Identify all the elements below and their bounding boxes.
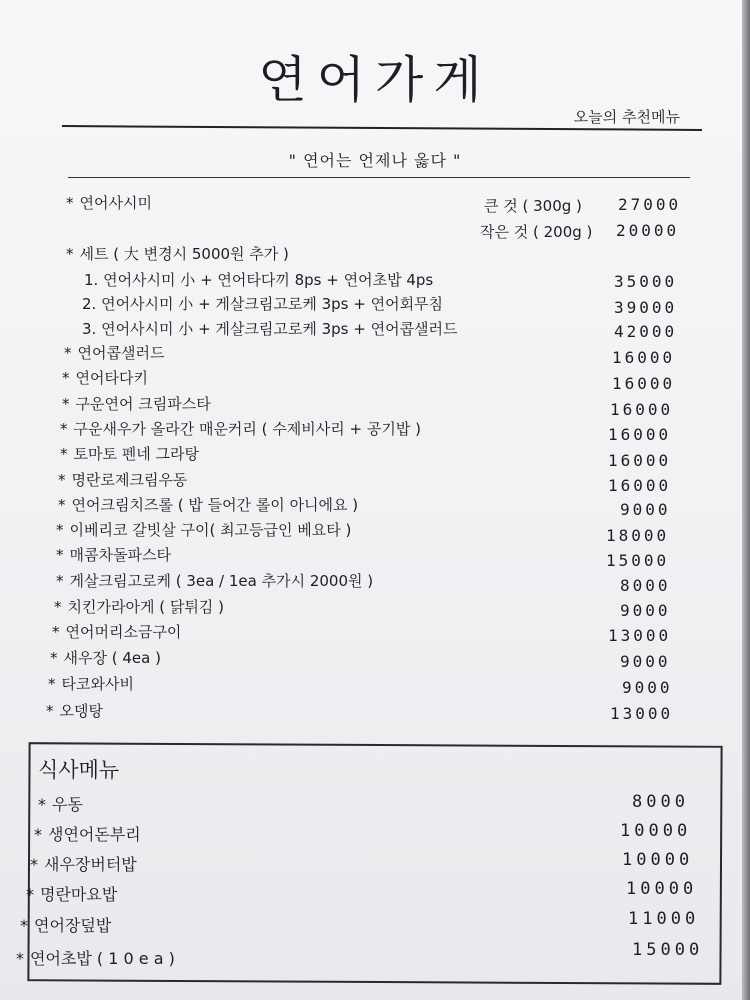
item-name: 명란로제크림우동 bbox=[71, 471, 188, 489]
sashimi-big-label: 큰 것 ( 300g ) bbox=[484, 197, 582, 215]
set-option-price: 42000 bbox=[614, 322, 678, 341]
menu-item bbox=[46, 700, 103, 721]
item-price: 16000 bbox=[610, 400, 674, 419]
meal-menu-title: 식사메뉴 bbox=[38, 758, 120, 782]
item-price: 9000 bbox=[620, 500, 671, 519]
bullet-star: * bbox=[26, 885, 34, 904]
bullet-star: * bbox=[66, 194, 74, 212]
sashimi-small-label: 작은 것 ( 200g ) bbox=[480, 223, 593, 241]
set-option: 3. 연어사시미 小 + 게살크림고로케 3ps + 연어콥샐러드 bbox=[82, 320, 458, 338]
item-name: 토마토 펜네 그라탕 bbox=[73, 445, 199, 463]
meal-item-price: 15000 bbox=[632, 940, 704, 960]
bullet-star: * bbox=[16, 949, 24, 968]
menu-item bbox=[64, 342, 164, 363]
item-name: 구운연어 크림파스타 bbox=[75, 395, 211, 413]
item-name: 연어타다키 bbox=[75, 369, 148, 387]
bullet-star: * bbox=[30, 855, 38, 874]
menu-item-set bbox=[66, 243, 289, 264]
meal-item bbox=[38, 792, 83, 815]
set-option-price: 39000 bbox=[614, 298, 678, 317]
item-price: 16000 bbox=[608, 425, 672, 444]
menu-item bbox=[56, 570, 373, 591]
item-name: 새우장버터밥 bbox=[44, 855, 137, 874]
item-price: 9000 bbox=[620, 601, 671, 620]
item-name: 연어사시미 bbox=[79, 194, 152, 212]
bullet-star: * bbox=[58, 496, 66, 514]
set-option-price: 35000 bbox=[614, 272, 678, 291]
item-price: 13000 bbox=[608, 626, 672, 645]
item-name: 명란마요밥 bbox=[40, 885, 118, 904]
bullet-star: * bbox=[60, 420, 68, 438]
bullet-star: * bbox=[56, 572, 64, 590]
meal-item-price: 11000 bbox=[628, 909, 700, 929]
menu-item-sashimi bbox=[66, 192, 152, 213]
bullet-star: * bbox=[56, 521, 64, 539]
menu-item bbox=[60, 418, 421, 439]
item-name: 연어콥샐러드 bbox=[77, 344, 165, 362]
bullet-star: * bbox=[66, 245, 74, 263]
meal-item-price: 10000 bbox=[620, 821, 692, 841]
bullet-star: * bbox=[52, 623, 60, 641]
item-price: 18000 bbox=[606, 526, 670, 545]
item-price: 13000 bbox=[610, 704, 674, 723]
set-option: 2. 연어사시미 小 + 게살크림고로케 3ps + 연어회무침 bbox=[82, 295, 444, 313]
item-price: 16000 bbox=[612, 374, 676, 393]
meal-item bbox=[20, 913, 111, 936]
menu-item bbox=[50, 647, 161, 668]
meal-item bbox=[26, 882, 117, 905]
menu-item bbox=[62, 393, 211, 414]
item-name: 치킨가라아게 ( 닭튀김 ) bbox=[67, 598, 224, 616]
bullet-star: * bbox=[38, 795, 46, 814]
bullet-star: * bbox=[62, 369, 70, 387]
bullet-star: * bbox=[46, 702, 54, 720]
meal-item bbox=[34, 822, 141, 845]
meal-item-price: 10000 bbox=[626, 879, 698, 899]
bullet-star: * bbox=[56, 546, 64, 564]
menu-item bbox=[56, 519, 351, 540]
menu-item bbox=[54, 596, 224, 617]
bullet-star: * bbox=[34, 825, 42, 844]
menu-item bbox=[58, 469, 187, 490]
background-edge bbox=[742, 0, 750, 1000]
item-price: 16000 bbox=[608, 476, 672, 495]
item-name: 연어머리소금구이 bbox=[65, 623, 182, 641]
item-name: 세트 ( 大 변경시 5000원 추가 ) bbox=[79, 245, 289, 263]
slogan-divider bbox=[68, 177, 690, 178]
menu-item bbox=[52, 621, 181, 642]
item-name: 연어초밥 ( 1 0 e a ) bbox=[30, 949, 175, 968]
bullet-star: * bbox=[48, 675, 56, 693]
meal-item bbox=[16, 946, 175, 969]
bullet-star: * bbox=[20, 916, 28, 935]
menu-item bbox=[56, 544, 171, 565]
item-name: 게살크림고로케 ( 3ea / 1ea 추가시 2000원 ) bbox=[69, 572, 374, 590]
item-price: 15000 bbox=[606, 551, 670, 570]
slogan: " 연어는 언제나 옳다 " bbox=[288, 151, 462, 170]
menu-subtitle: 오늘의 추천메뉴 bbox=[573, 108, 680, 126]
item-price: 16000 bbox=[608, 451, 672, 470]
item-name: 우동 bbox=[52, 795, 83, 814]
menu-item bbox=[48, 673, 134, 694]
meal-item-price: 10000 bbox=[622, 850, 694, 870]
item-name: 새우장 ( 4ea ) bbox=[63, 649, 161, 667]
menu-item bbox=[58, 494, 358, 515]
item-name: 연어크림치즈롤 ( 밥 들어간 롤이 아니에요 ) bbox=[71, 496, 359, 514]
item-price: 9000 bbox=[622, 678, 673, 697]
menu-item bbox=[62, 367, 148, 388]
item-name: 타코와사비 bbox=[61, 675, 134, 693]
bullet-star: * bbox=[62, 395, 70, 413]
menu-item bbox=[60, 443, 199, 464]
sashimi-big-price: 27000 bbox=[618, 195, 682, 214]
item-price: 8000 bbox=[620, 576, 671, 595]
set-option: 1. 연어사시미 小 + 연어타다끼 8ps + 연어초밥 4ps bbox=[84, 271, 434, 289]
item-name: 연어장덮밥 bbox=[34, 916, 112, 935]
bullet-star: * bbox=[64, 344, 72, 362]
item-name: 생연어돈부리 bbox=[48, 825, 141, 844]
meal-item bbox=[30, 852, 137, 875]
bullet-star: * bbox=[58, 471, 66, 489]
menu-title: 연어가게 bbox=[258, 51, 492, 109]
item-price: 9000 bbox=[620, 652, 671, 671]
bullet-star: * bbox=[50, 649, 58, 667]
item-name: 구운새우가 올라간 매운커리 ( 수제비사리 + 공기밥 ) bbox=[73, 420, 421, 438]
item-price: 16000 bbox=[612, 348, 676, 367]
bullet-star: * bbox=[60, 445, 68, 463]
item-name: 오뎅탕 bbox=[59, 702, 103, 720]
sashimi-small-price: 20000 bbox=[616, 221, 680, 240]
item-name: 매콤차돌파스타 bbox=[69, 546, 171, 564]
bullet-star: * bbox=[54, 598, 62, 616]
item-name: 이베리코 갈빗살 구이( 최고등급인 베요타 ) bbox=[69, 521, 352, 539]
meal-item-price: 8000 bbox=[632, 792, 689, 812]
